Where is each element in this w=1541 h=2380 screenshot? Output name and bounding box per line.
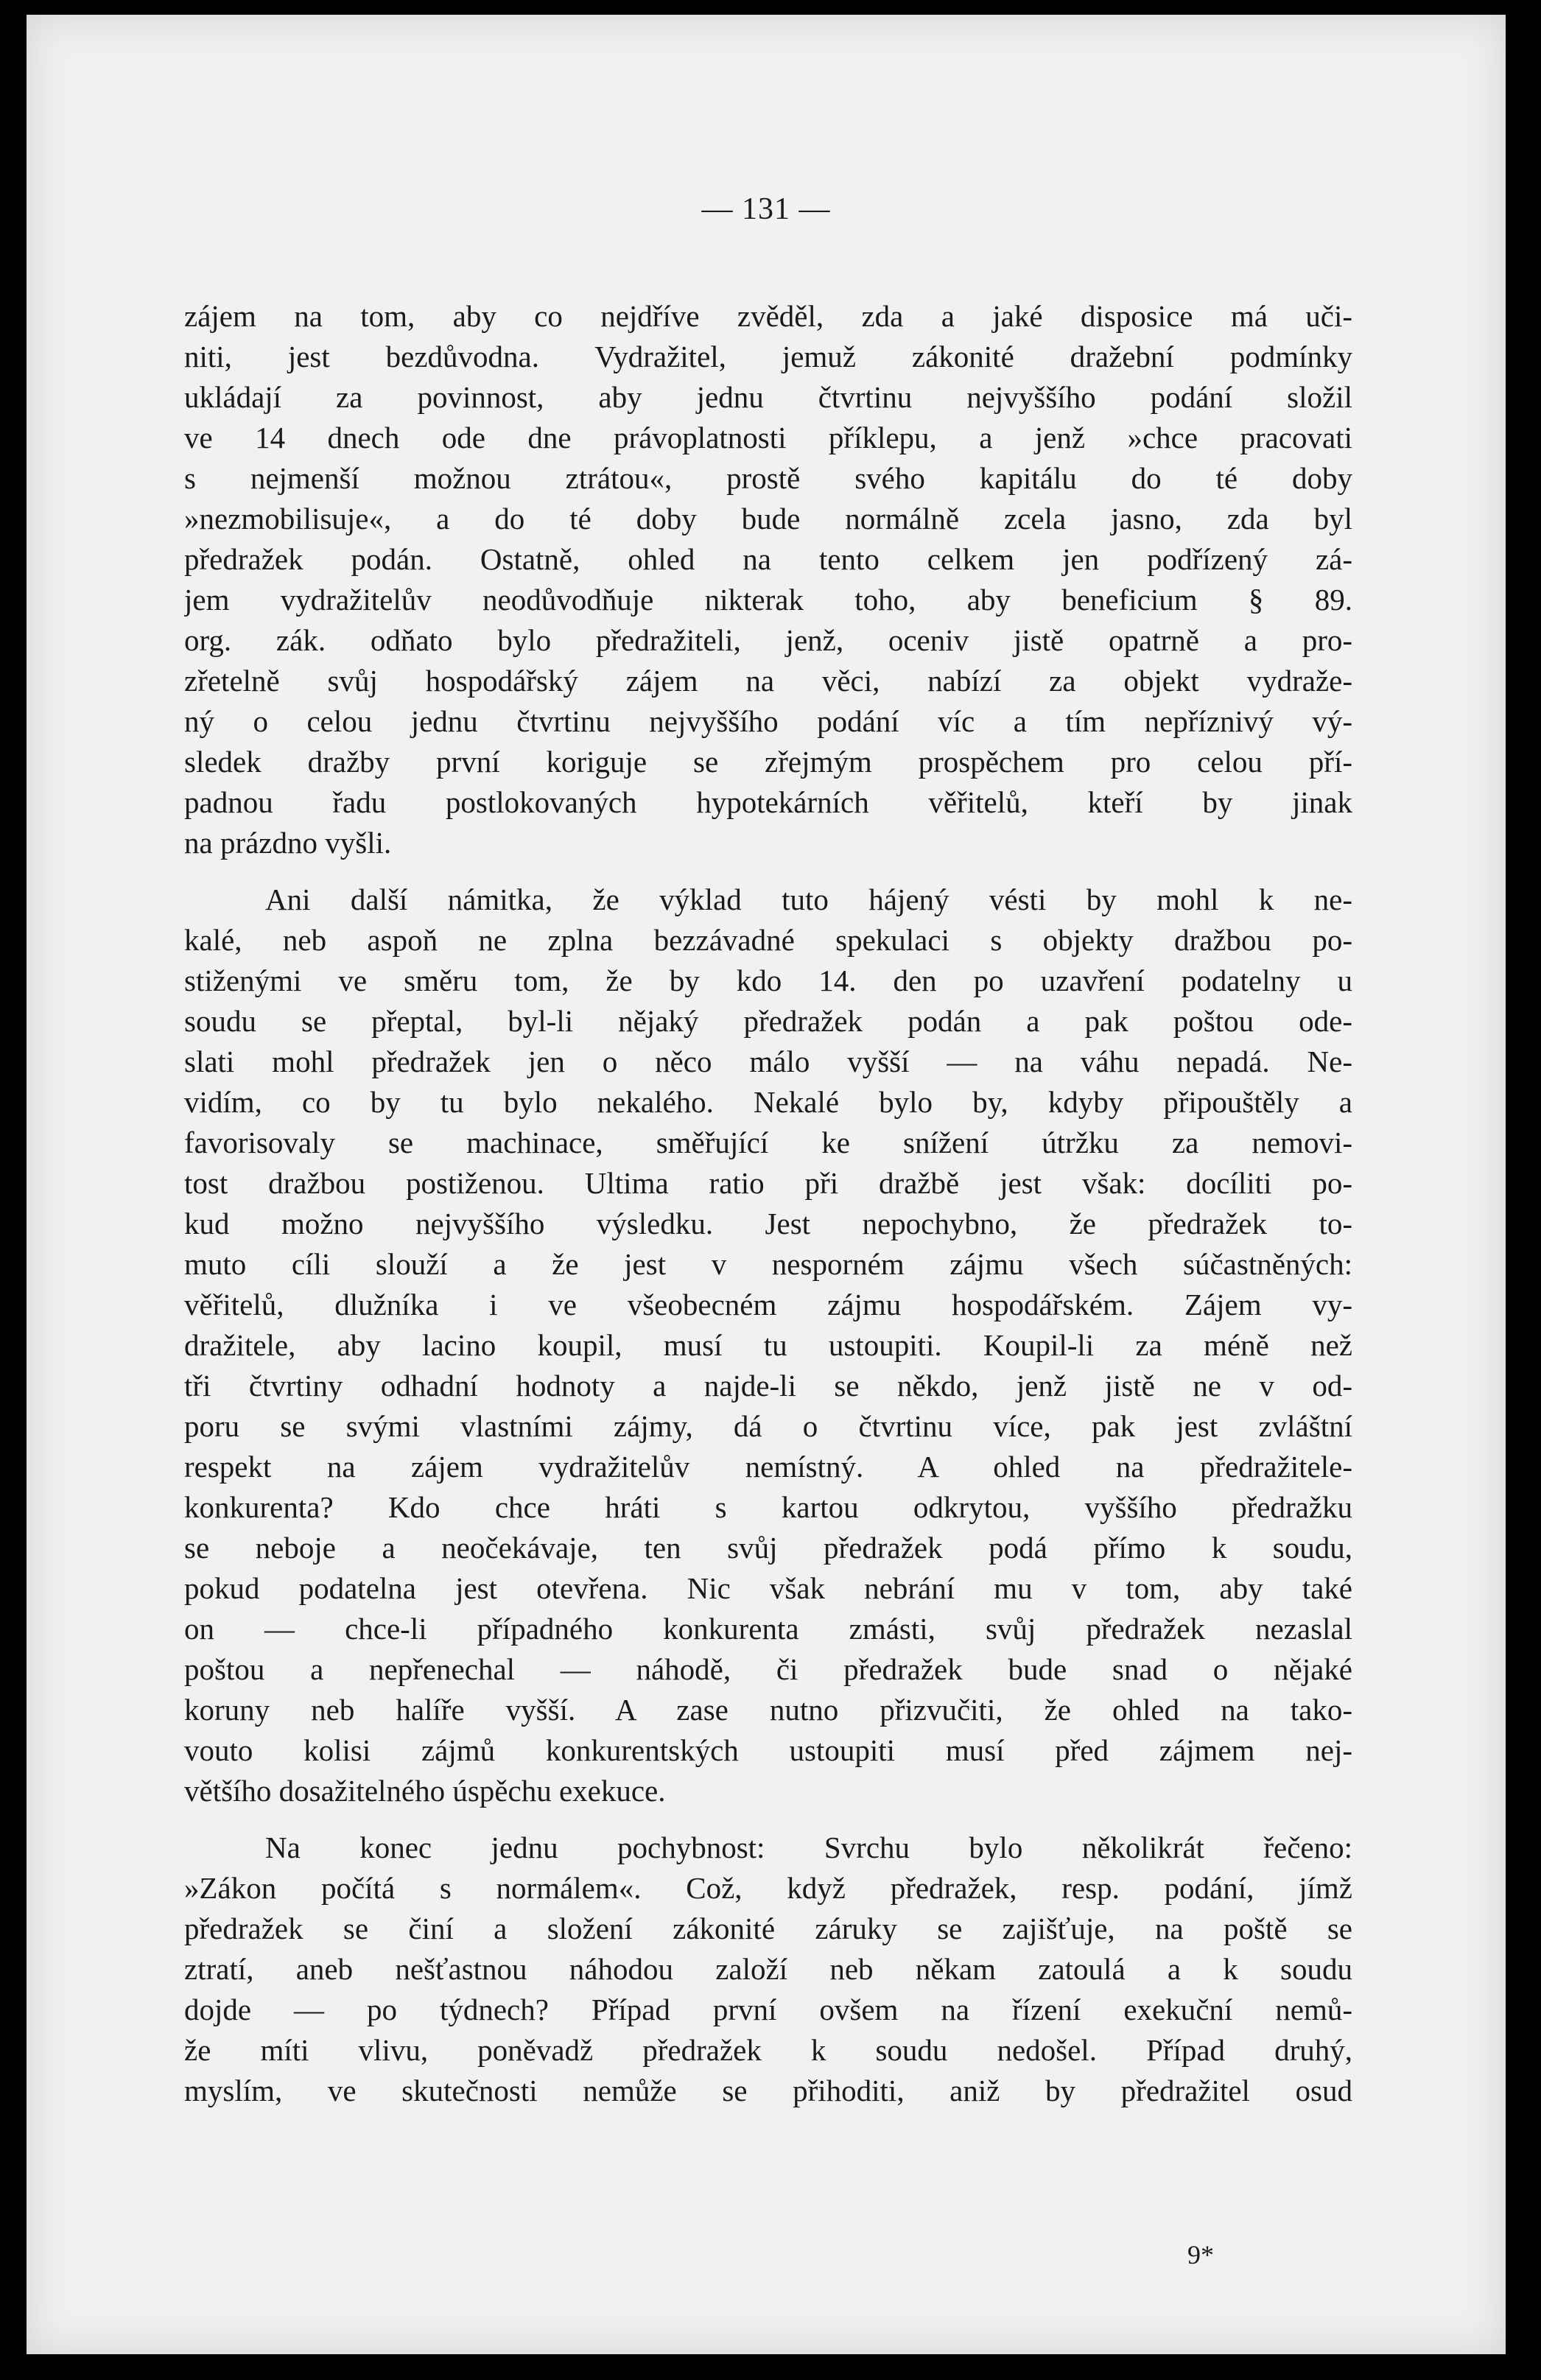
text-line: vouto kolisi zájmů konkurentských ustoupiti musí před zájmem nej- [184,1733,1352,1767]
text-line: zřetelně svůj hospodářský zájem na věci, nabízí za objekt vydraže- [184,664,1352,698]
text-line: padnou řadu postlokovaných hypotekárních věřitelů, kteří by jinak [184,785,1352,819]
text-line: »Zákon počítá s normálem«. Což, když předražek, resp. podání, jímž [184,1871,1352,1905]
text-line: se neboje a neočekávaje, ten svůj předražek podá přímo k soudu, [184,1531,1352,1565]
text-line: niti, jest bezdůvodna. Vydražitel, jemuž zákonité dražební podmínky [184,340,1352,373]
text-line: poru se svými vlastními zájmy, dá o čtvrtinu více, pak jest zvláštní [184,1409,1352,1443]
text-line: soudu se přeptal, byl-li nějaký předražek podán a pak poštou ode- [184,1004,1352,1038]
text-line: »nezmobilisuje«, a do té doby bude normálně zcela jasno, zda byl [184,502,1352,536]
text-line: ztratí, aneb nešťastnou náhodou založí neb někam zatoulá a k soudu [184,1952,1352,1986]
text-line: ukládají za povinnost, aby jednu čtvrtinu nejvyššího podání složil [184,380,1352,414]
text-line: s nejmenší možnou ztrátou«, prostě svého kapitálu do té doby [184,461,1352,495]
text-line: favorisovaly se machinace, směřující ke snížení útržku za nemovi- [184,1126,1352,1159]
text-line: dojde — po týdnech? Případ první ovšem na řízení exekuční nemů- [184,1993,1352,2026]
text-line: ve 14 dnech ode dne právoplatnosti příklepu, a jenž »chce pracovati [184,421,1352,454]
text-line: pokud podatelna jest otevřena. Nic však nebrání mu v tom, aby také [184,1571,1352,1605]
text-line: kalé, neb aspoň ne zplna bezzávadné spekulaci s objekty dražbou po- [184,923,1352,957]
text-line: sledek dražby první koriguje se zřejmým prospěchem pro celou pří- [184,745,1352,779]
page-number: — 131 — [701,192,831,226]
text-line: vidím, co by tu bylo nekalého. Nekalé bylo by, kdyby připouštěly a [184,1085,1352,1119]
text-line: jem vydražitelův neodůvodňuje nikterak toho, aby beneficium § 89. [184,583,1352,617]
text-line: věřitelů, dlužníka i ve všeobecném zájmu hospodářském. Zájem vy- [184,1288,1352,1321]
book-page [27,15,1506,2354]
text-line: stiženými ve směru tom, že by kdo 14. den po uzavření podatelny u [184,963,1352,997]
text-line: Na konec jednu pochybnost: Svrchu bylo několikrát řečeno: [265,1830,1352,1864]
text-line: že míti vlivu, poněvadž předražek k soudu nedošel. Případ druhý, [184,2033,1352,2067]
text-line: ný o celou jednu čtvrtinu nejvyššího podání víc a tím nepříznivý vý- [184,704,1352,738]
text-line: zájem na tom, aby co nejdříve zvěděl, zda a jaké disposice má uči- [184,299,1352,333]
text-line: tost dražbou postiženou. Ultima ratio při dražbě jest však: docíliti po- [184,1166,1352,1200]
body-text [184,296,1352,2111]
text-line: dražitele, aby lacino koupil, musí tu ustoupiti. Koupil-li za méně než [184,1328,1352,1362]
signature-mark: 9* [1187,2240,1214,2270]
text-line: myslím, ve skutečnosti nemůže se přihoditi, aniž by předražitel osud [184,2074,1352,2107]
text-line: předražek podán. Ostatně, ohled na tento celkem jen podřízený zá- [184,542,1352,576]
text-line: poštou a nepřenechal — náhodě, či předražek bude snad o nějaké [184,1652,1352,1686]
text-line: většího dosažitelného úspěchu exekuce. [184,1774,666,1808]
text-line: předražek se činí a složení zákonité záruky se zajišťuje, na poště se [184,1912,1352,1945]
text-line: konkurenta? Kdo chce hráti s kartou odkrytou, vyššího předražku [184,1490,1352,1524]
text-line: respekt na zájem vydražitelův nemístný. A ohled na předražitele- [184,1450,1352,1484]
text-line: slati mohl předražek jen o něco málo vyšší — na váhu nepadá. Ne- [184,1045,1352,1078]
text-line: na prázdno vyšli. [184,826,392,860]
paragraph [184,880,1352,1811]
text-line: Ani další námitka, že výklad tuto hájený vésti by mohl k ne- [265,882,1352,916]
paragraph [184,1828,1352,2111]
text-line: org. zák. odňato bylo předražiteli, jenž, oceniv jistě opatrně a pro- [184,623,1352,657]
text-line: tři čtvrtiny odhadní hodnoty a najde-li se někdo, jenž jistě ne v od- [184,1369,1352,1403]
text-line: on — chce-li případného konkurenta zmásti, svůj předražek nezaslal [184,1612,1352,1646]
text-line: koruny neb halíře vyšší. A zase nutno přizvučiti, že ohled na tako- [184,1693,1352,1727]
text-line: muto cíli slouží a že jest v nesporném zájmu všech súčastněných: [184,1247,1352,1281]
paragraph [184,296,1352,863]
text-line: kud možno nejvyššího výsledku. Jest nepochybno, že předražek to- [184,1207,1352,1240]
